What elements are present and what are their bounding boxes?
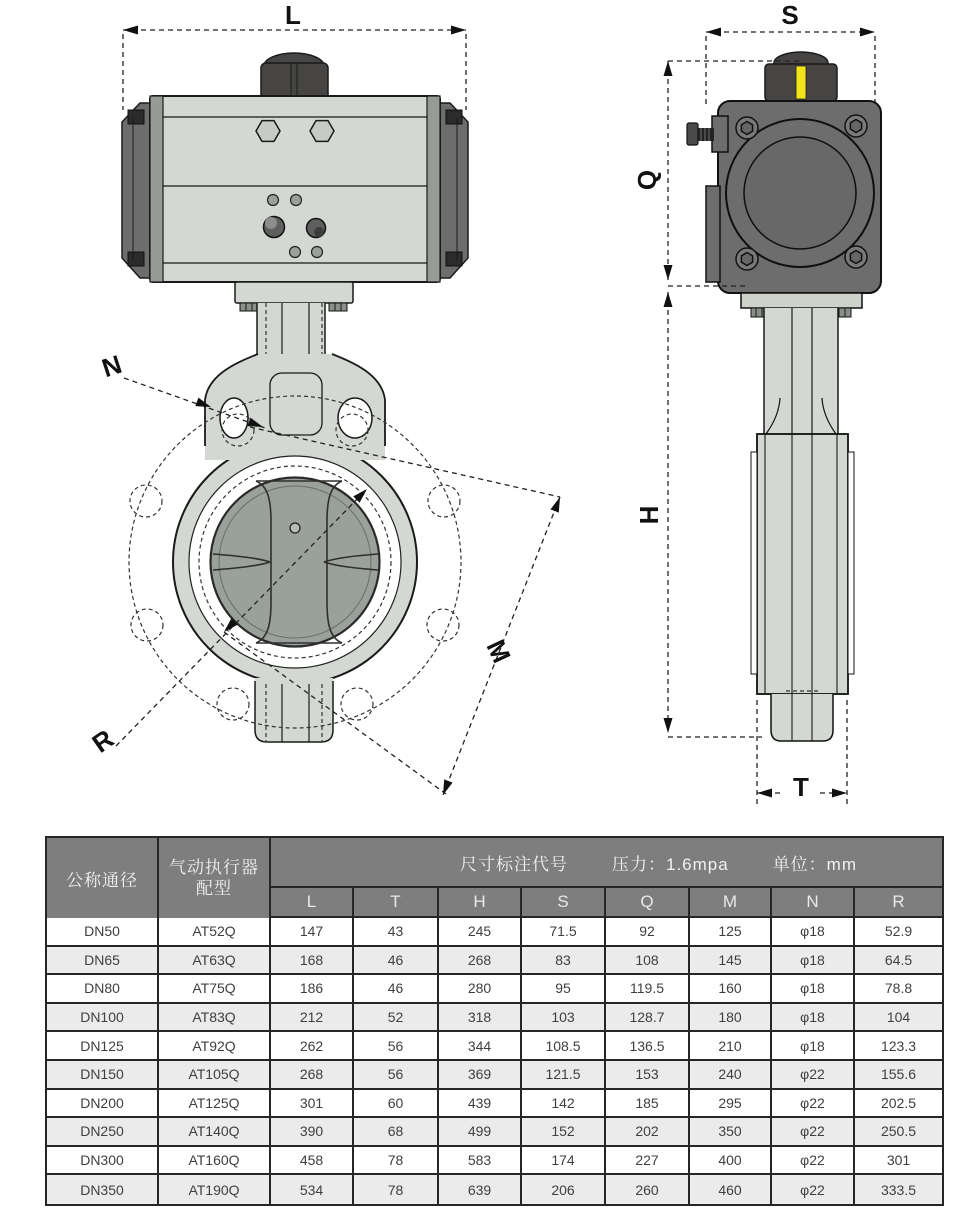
side-view: [632, 0, 881, 804]
column-header-H: H: [439, 888, 522, 918]
cell-dim: φ18: [772, 947, 855, 976]
cell-dn: DN250: [47, 1118, 159, 1147]
cell-dim: 64.5: [855, 947, 942, 976]
side-bolt-thread: [698, 128, 714, 141]
cell-dim: 108.5: [522, 1032, 606, 1061]
actuator-right-endcap: [440, 103, 468, 278]
cell-dim: φ22: [772, 1090, 855, 1119]
column-header-S: S: [522, 888, 606, 918]
cell-dim: 350: [690, 1118, 772, 1147]
cell-dim: 68: [354, 1118, 439, 1147]
cell-dim: 499: [439, 1118, 522, 1147]
cell-dim: 60: [354, 1090, 439, 1119]
unit-label: 单位：mm: [772, 854, 858, 874]
column-header-L: L: [271, 888, 354, 918]
side-wafer-body: [751, 434, 854, 694]
spec-table: [45, 836, 944, 1206]
cell-dim: 250.5: [855, 1118, 942, 1147]
cell-dim: 125: [690, 918, 772, 947]
cell-dn: DN150: [47, 1061, 159, 1090]
cell-dim: 95: [522, 975, 606, 1004]
cell-dn: DN125: [47, 1032, 159, 1061]
cell-dim: 71.5: [522, 918, 606, 947]
cell-dim: 301: [271, 1090, 354, 1119]
cell-dim: 78: [354, 1175, 439, 1204]
cell-actuator: AT105Q: [159, 1061, 271, 1090]
cell-dn: DN350: [47, 1175, 159, 1204]
cell-dim: 390: [271, 1118, 354, 1147]
cell-dim: 46: [354, 975, 439, 1004]
cell-dim: 583: [439, 1147, 522, 1176]
column-header-N: N: [772, 888, 855, 918]
cell-dim: 52.9: [855, 918, 942, 947]
cell-dim: 78: [354, 1147, 439, 1176]
cell-actuator: AT140Q: [159, 1118, 271, 1147]
hex-bolt: [310, 121, 334, 142]
air-port: [312, 247, 323, 258]
cell-dim: 639: [439, 1175, 522, 1204]
dimension-H: [634, 286, 762, 737]
cell-dim: 458: [271, 1147, 354, 1176]
cell-dim: 180: [690, 1004, 772, 1033]
cell-dim: 142: [522, 1090, 606, 1119]
actuator-body: [150, 96, 440, 282]
cell-dim: φ18: [772, 918, 855, 947]
dim-label-R: R: [86, 723, 120, 759]
column-header-T: T: [354, 888, 439, 918]
cell-dim: 83: [522, 947, 606, 976]
front-view: [86, 0, 564, 797]
cell-dim: 534: [271, 1175, 354, 1204]
pressure-label: 压力：1.6mpa: [611, 854, 729, 874]
cell-dim: 260: [606, 1175, 690, 1204]
cell-dim: 160: [690, 975, 772, 1004]
cell-dim: 202: [606, 1118, 690, 1147]
header-dims-banner: [271, 838, 942, 888]
cell-actuator: AT125Q: [159, 1090, 271, 1119]
air-port: [291, 195, 302, 206]
cell-dim: 147: [271, 918, 354, 947]
cell-dim: 240: [690, 1061, 772, 1090]
cell-dim: 56: [354, 1032, 439, 1061]
cell-dim: 168: [271, 947, 354, 976]
cell-dim: 46: [354, 947, 439, 976]
cell-dim: 104: [855, 1004, 942, 1033]
cell-dn: DN200: [47, 1090, 159, 1119]
cell-dim: 262: [271, 1032, 354, 1061]
dim-label-M: M: [480, 635, 517, 668]
cell-dim: φ18: [772, 1004, 855, 1033]
cell-dim: 460: [690, 1175, 772, 1204]
cell-dim: φ22: [772, 1175, 855, 1204]
dim-label-N: N: [98, 348, 126, 384]
header-nominal-diameter: 公称通径: [47, 838, 159, 918]
cell-dim: 212: [271, 1004, 354, 1033]
header-actuator-model: [159, 838, 271, 918]
indicator-stripe: [796, 66, 806, 99]
cell-dim: 43: [354, 918, 439, 947]
cell-dim: 152: [522, 1118, 606, 1147]
column-header-R: R: [855, 888, 942, 918]
actuator-left-endcap: [122, 103, 150, 278]
cell-dim: 145: [690, 947, 772, 976]
cell-actuator: AT63Q: [159, 947, 271, 976]
header-actuator-line2: 配型: [196, 879, 232, 898]
cell-actuator: AT190Q: [159, 1175, 271, 1204]
flange-slot: [338, 398, 372, 438]
cell-dn: DN50: [47, 918, 159, 947]
cell-dim: 333.5: [855, 1175, 942, 1204]
column-header-Q: Q: [606, 888, 690, 918]
cell-actuator: AT75Q: [159, 975, 271, 1004]
cell-dn: DN80: [47, 975, 159, 1004]
cell-dim: 153: [606, 1061, 690, 1090]
cell-actuator: AT52Q: [159, 918, 271, 947]
cell-dim: 295: [690, 1090, 772, 1119]
cell-dim: 123.3: [855, 1032, 942, 1061]
cell-dim: φ22: [772, 1147, 855, 1176]
cell-dim: 52: [354, 1004, 439, 1033]
cell-dim: 268: [271, 1061, 354, 1090]
cell-dim: 174: [522, 1147, 606, 1176]
cell-dim: 136.5: [606, 1032, 690, 1061]
cell-dim: 206: [522, 1175, 606, 1204]
hex-bolt: [256, 121, 280, 142]
cell-dim: φ18: [772, 1032, 855, 1061]
cell-dim: 103: [522, 1004, 606, 1033]
cell-dim: 400: [690, 1147, 772, 1176]
cell-dim: 56: [354, 1061, 439, 1090]
cell-dim: 227: [606, 1147, 690, 1176]
side-bolt-head: [687, 123, 698, 145]
cell-dim: 128.7: [606, 1004, 690, 1033]
cell-dim: φ22: [772, 1118, 855, 1147]
cell-dn: DN65: [47, 947, 159, 976]
dim-label-T: T: [793, 772, 809, 802]
air-port: [268, 195, 279, 206]
cell-dim: 186: [271, 975, 354, 1004]
actuator-side-body: [687, 101, 881, 293]
cell-dim: 155.6: [855, 1061, 942, 1090]
cell-dim: 121.5: [522, 1061, 606, 1090]
air-port: [290, 247, 301, 258]
cell-dim: 439: [439, 1090, 522, 1119]
cell-dim: 108: [606, 947, 690, 976]
cell-dim: 344: [439, 1032, 522, 1061]
cell-dim: 202.5: [855, 1090, 942, 1119]
valve-bottom-neck: [255, 678, 333, 742]
cell-dim: 119.5: [606, 975, 690, 1004]
cell-actuator: AT83Q: [159, 1004, 271, 1033]
cell-dim: 280: [439, 975, 522, 1004]
dim-label-H: H: [634, 505, 664, 525]
cell-actuator: AT92Q: [159, 1032, 271, 1061]
cell-dim: φ18: [772, 975, 855, 1004]
header-actuator-line1: 气动执行器: [169, 857, 259, 877]
cell-dn: DN300: [47, 1147, 159, 1176]
cell-dim: 210: [690, 1032, 772, 1061]
cell-actuator: AT160Q: [159, 1147, 271, 1176]
dim-label-S: S: [781, 0, 799, 30]
column-header-M: M: [690, 888, 772, 918]
dim-label-L: L: [285, 0, 301, 30]
cell-dim: 245: [439, 918, 522, 947]
actuator-position-indicator: [261, 53, 328, 100]
dims-title: 尺寸标注代号: [459, 854, 568, 874]
actuator-position-indicator-side: [765, 52, 837, 101]
cell-dim: 92: [606, 918, 690, 947]
cell-dim: 78.8: [855, 975, 942, 1004]
side-bottom-neck: [771, 694, 833, 741]
disc-pin-hole: [290, 523, 300, 533]
cell-dim: 369: [439, 1061, 522, 1090]
dim-label-Q: Q: [632, 169, 662, 191]
cell-dn: DN100: [47, 1004, 159, 1033]
cell-dim: φ22: [772, 1061, 855, 1090]
cell-dim: 318: [439, 1004, 522, 1033]
cell-dim: 185: [606, 1090, 690, 1119]
cell-dim: 268: [439, 947, 522, 976]
cell-dim: 301: [855, 1147, 942, 1176]
